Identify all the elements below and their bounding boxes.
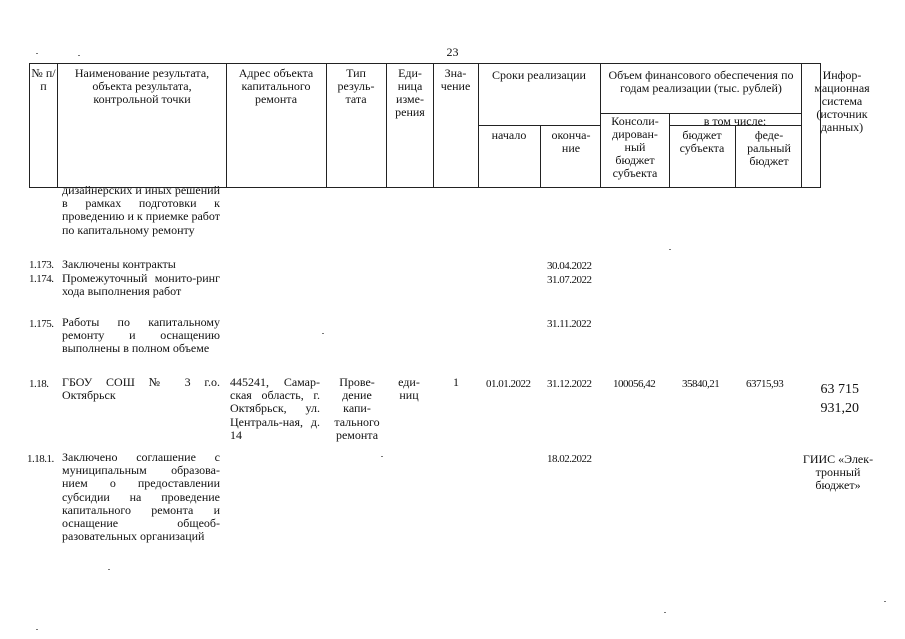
scan-speck bbox=[36, 629, 38, 630]
header-address: Адрес объекта капитального ремонта bbox=[238, 66, 314, 106]
header-name: Наименование результата, объекта результата, контрольной точки bbox=[74, 66, 210, 106]
header-terms: Сроки реализации bbox=[492, 68, 586, 82]
row-info-system: 63 715 931,20 bbox=[820, 382, 859, 416]
scan-speck bbox=[322, 333, 324, 334]
col-divider bbox=[386, 64, 387, 187]
col-divider bbox=[226, 64, 227, 187]
header-unit: Еди-ница изме-рения bbox=[395, 66, 425, 119]
page-number: 23 bbox=[446, 45, 459, 59]
header-end: оконча-ние bbox=[551, 128, 591, 155]
scan-speck bbox=[36, 53, 38, 54]
header-including: в том числе: bbox=[703, 114, 767, 128]
header-federal-budget: феде-ральный бюджет bbox=[747, 128, 791, 168]
row-end-date: 18.02.2022 bbox=[547, 453, 592, 465]
col-divider bbox=[735, 125, 736, 187]
header-type: Тип резуль-тата bbox=[337, 66, 375, 106]
scan-speck bbox=[884, 601, 886, 602]
col-divider bbox=[801, 64, 802, 187]
row-num: 1.18.1. bbox=[27, 453, 54, 465]
row-federal-budget: 63715,93 bbox=[746, 378, 784, 390]
row-name: Работы по капитальному ремонту и оснащению выполнены в полном объеме bbox=[62, 315, 220, 356]
row-end-date: 31.07.2022 bbox=[547, 274, 592, 286]
scan-speck bbox=[78, 55, 80, 56]
row-num: 1.175. bbox=[29, 318, 54, 330]
header-info-system: Инфор-мационная система (источник данных) bbox=[814, 68, 870, 134]
scan-speck bbox=[669, 249, 671, 250]
scan-speck bbox=[108, 569, 110, 570]
row-num: 1.18. bbox=[29, 378, 49, 390]
col-divider bbox=[540, 125, 541, 187]
header-start: начало bbox=[491, 128, 527, 142]
col-divider bbox=[600, 64, 601, 187]
col-divider bbox=[433, 64, 434, 187]
row-num: 1.173. bbox=[29, 259, 54, 271]
row-name: ГБОУ СОШ № 3 г.о. Октябрьск bbox=[62, 375, 220, 403]
row-name: Заключено соглашение с муниципальным образова-нием о предоставлении субсидии на проведение капитального ремонта и оснащение общеоб-разовательных организаций bbox=[62, 450, 220, 544]
row-value: 1 bbox=[453, 375, 459, 389]
header-subject-budget: бюджет субъекта bbox=[679, 128, 725, 155]
row-end-date: 31.12.2022 bbox=[547, 378, 592, 390]
row-end-date: 31.11.2022 bbox=[547, 318, 592, 330]
row-divider bbox=[478, 125, 600, 126]
row-name: Промежуточный монито-ринг хода выполнения работ bbox=[62, 271, 220, 299]
row-consolidated: 100056,42 bbox=[613, 378, 656, 390]
header-consolidated: Консоли-дирован-ный бюджет субъекта bbox=[611, 114, 659, 180]
col-divider bbox=[326, 64, 327, 187]
row-address: 445241, Самар-ская область, г. Октябрьск, ул. Централь-ная, д. 14 bbox=[230, 375, 320, 442]
row-subject-budget: 35840,21 bbox=[682, 378, 720, 390]
header-value: Зна-чение bbox=[440, 66, 471, 93]
col-divider bbox=[57, 64, 58, 187]
table-header bbox=[29, 63, 870, 188]
row-unit: еди-ниц bbox=[398, 375, 420, 403]
row-end-date: 30.04.2022 bbox=[547, 260, 592, 272]
row-name: Заключены контракты bbox=[62, 257, 176, 271]
row-info-system: ГИИС «Элек-тронный бюджет» bbox=[802, 452, 874, 493]
header-finance: Объем финансового обеспечения по годам реализации (тыс. рублей) bbox=[608, 68, 794, 95]
row-type: Прове-дение капи-тального ремонта bbox=[334, 375, 380, 442]
row-start-date: 01.01.2022 bbox=[486, 378, 531, 390]
scan-speck bbox=[381, 456, 383, 457]
header-num: № п/п bbox=[31, 66, 56, 93]
row-num: 1.174. bbox=[29, 273, 54, 285]
scan-speck bbox=[664, 612, 666, 613]
row-name: дизайнерских и иных решений в рамках подготовки к проведению и к приемке работ по капитальному ремонту bbox=[62, 183, 220, 237]
